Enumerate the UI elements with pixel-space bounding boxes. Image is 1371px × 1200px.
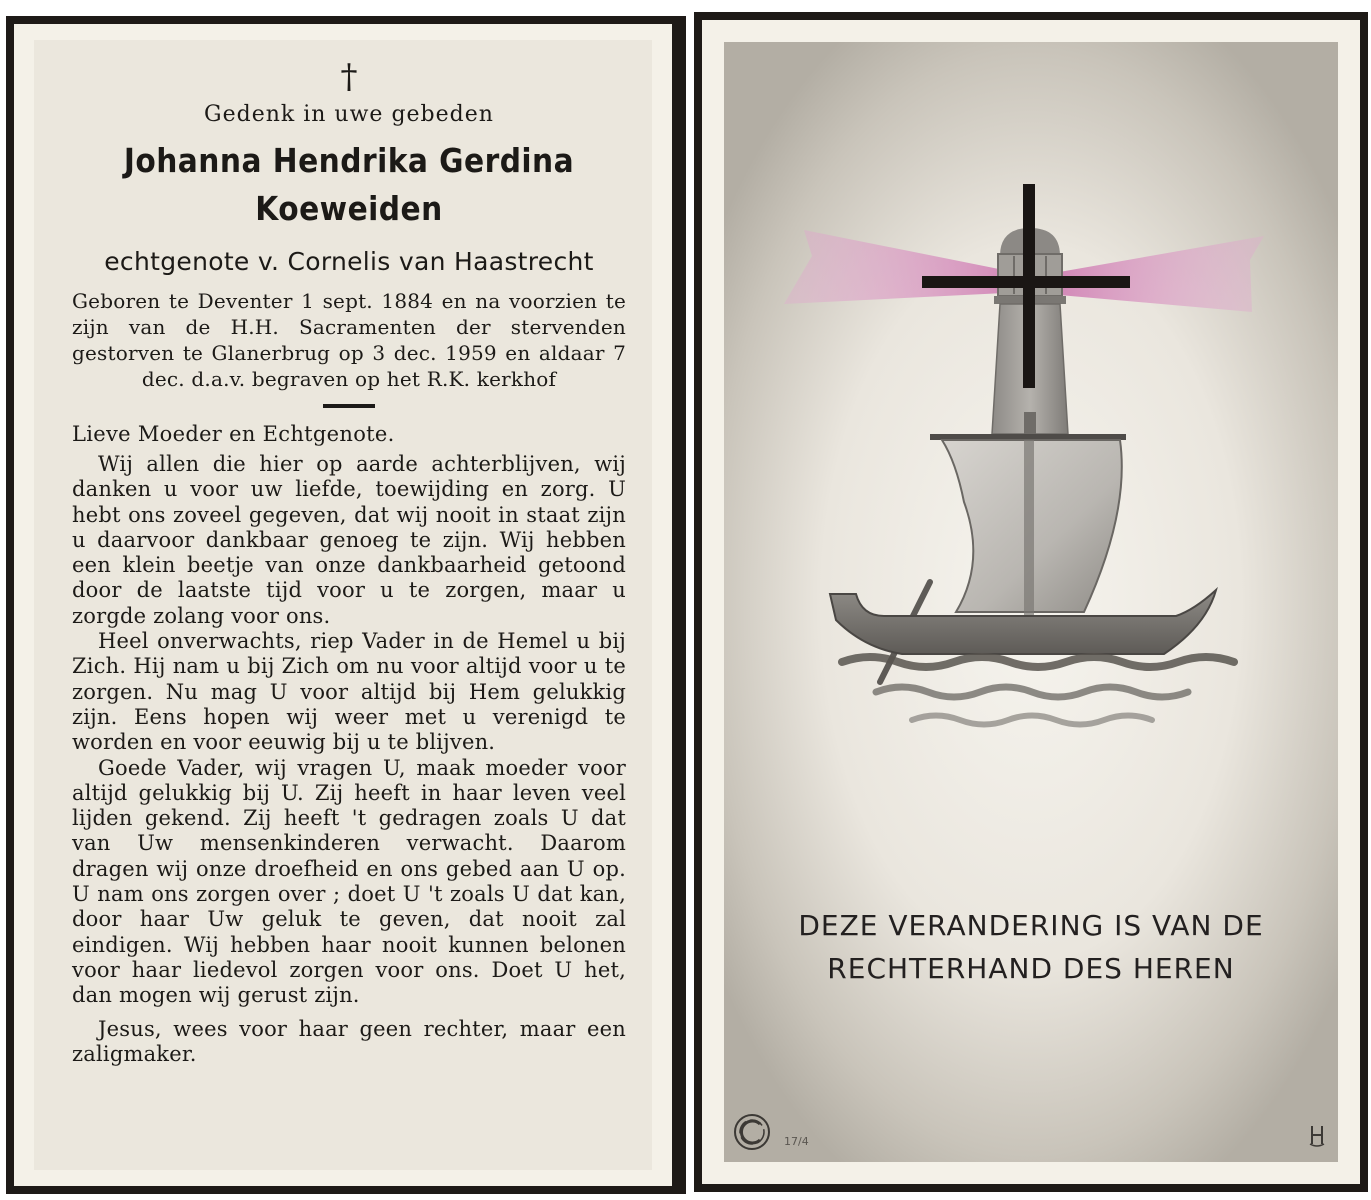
memorial-card-text-side (6, 16, 686, 1194)
name-line-2: Koeweiden (255, 189, 443, 228)
card-paper (724, 42, 1338, 1162)
light-beam-left (784, 230, 1024, 304)
birth-death-details: Geboren te Deventer 1 sept. 1884 en na voorzien te zijn van de H.H. Sacramenten der stervenden gestorven te Glanerbrug op 3 dec. 1959 en aldaar 7 dec. d.a.v. begraven op het R.K. kerkhof (72, 289, 626, 391)
wave-1 (842, 657, 1234, 667)
card-inner-frame (702, 20, 1360, 1184)
salutation: Lieve Moeder en Echtgenote. (72, 422, 395, 446)
scripture-verse (724, 904, 1338, 990)
wave-3 (912, 716, 1152, 725)
prayer-paragraph-4: Jesus, wees voor haar geen rechter, maar een zaligmaker. (72, 1016, 626, 1066)
card-paper (34, 40, 652, 1170)
prayer-paragraph-2: Heel onverwachts, riep Vader in de Hemel u bij Zich. Hij nam u bij Zich om nu voor altijd voor u te zorgen. Nu mag U voor altijd bij Hem gelukkig zijn. Eens hopen wij weer met u verenigd te worden en voor eeuwig bij u te blijven. (72, 629, 626, 755)
cross-horizontal (922, 276, 1130, 288)
verse-line-1: DEZE VERANDERING IS VAN DE (798, 909, 1264, 942)
divider-rule (323, 404, 375, 408)
artist-monogram-icon (1308, 1122, 1326, 1148)
lighthouse-cross-sailboat-illustration (724, 42, 1338, 762)
name-line-1: Johanna Hendrika Gerdina (123, 141, 575, 180)
spouse-line: echtgenote v. Cornelis van Haastrecht (104, 247, 594, 276)
wave-2 (876, 687, 1188, 697)
publisher-logo-icon (732, 1112, 772, 1152)
cross-icon: † (340, 57, 358, 97)
intro-line: Gedenk in uwe gebeden (204, 102, 494, 127)
card-inner-frame (14, 24, 672, 1186)
print-code: 17/4 (784, 1135, 809, 1148)
deceased-name (100, 137, 599, 233)
prayer-paragraph-3: Goede Vader, wij vragen U, maak moeder voor altijd gelukkig bij U. Zij heeft in haar leven veel lijden gekend. Zij heeft 't gedragen zoals U dat van Uw mensenkinderen verwacht. Daarom dragen wij onze droefheid en ons gebed aan U op. U nam ons zorgen over ; doet U 't zoals U dat kan, door haar Uw geluk te geven, dat nooit zal eindigen. Wij hebben haar nooit kunnen belonen voor haar liedevol zorgen voor ons. Doet U het, dan mogen wij gerust zijn. (72, 755, 626, 1008)
prayer-paragraph-1: Wij allen die hier op aarde achterblijven, wij danken u voor uw liefde, toewijding en zorg. U hebt ons zoveel gegeven, dat wij nooit in staat zijn u daarvoor dankbaar genoeg te zijn. Wij hebben een klein beetje van onze dankbaarheid getoond door de laatste tijd voor u te zorgen, maar u zorgde zolang voor ons. (72, 452, 626, 628)
light-beam-right (1048, 236, 1264, 312)
memorial-card-image-side (694, 12, 1368, 1192)
verse-line-2: RECHTERHAND DES HEREN (827, 952, 1235, 985)
